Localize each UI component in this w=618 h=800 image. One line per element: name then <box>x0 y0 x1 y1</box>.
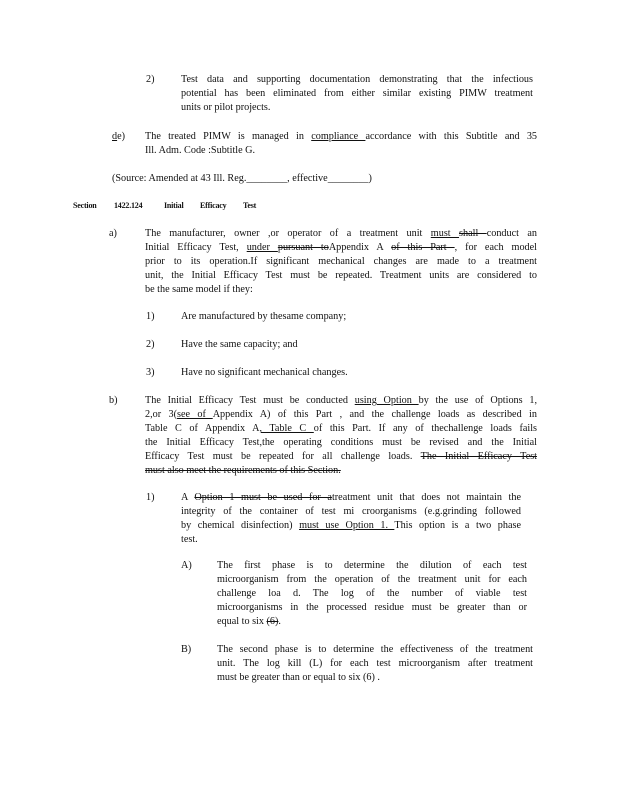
text-line <box>181 491 521 505</box>
list-item: Are manufactured by thesame company; <box>181 311 347 322</box>
text-line <box>145 464 537 478</box>
text-line: microorganism from the operation of the treatment unit for each <box>217 574 527 585</box>
deleted-text: (6) <box>266 616 279 627</box>
item-number: a) <box>109 228 117 239</box>
blank-line: ________ <box>327 173 369 184</box>
text-run: The treated PIMW is managed in <box>145 131 312 142</box>
text-run: treatment unit that does not maintain the <box>331 492 521 503</box>
item-number: b) <box>109 395 118 406</box>
text-line: The second phase is to determine the effectiveness of the treatment <box>217 644 533 655</box>
item-number: 2) <box>146 339 155 350</box>
text-run: Initial Efficacy Test, <box>145 242 247 253</box>
text-run: A <box>181 492 195 503</box>
item-number: A) <box>181 560 192 571</box>
text-run: Appendix A <box>328 242 392 253</box>
section-title-word: Efficacy <box>200 201 227 210</box>
text-line: microorganisms in the processed residue must be greater than or <box>217 602 527 613</box>
text-run: accordance with this Subtitle and 35 <box>365 131 538 142</box>
text-run: The Initial Efficacy Test must be conducted <box>145 395 355 406</box>
text-line <box>145 130 537 144</box>
deleted-text: of this Part <box>391 242 455 253</box>
text-line: potential has been eliminated from either similar existing PIMW treatment <box>181 88 533 99</box>
paragraph-2 <box>181 73 533 115</box>
text-line <box>145 241 537 255</box>
text-line <box>145 422 537 436</box>
text-line: challenge loa d. The log of the number of viable test <box>217 588 527 599</box>
text-line: the Initial Efficacy Test,the operating conditions must be revised and the Initial <box>145 437 537 448</box>
text-line <box>145 227 537 241</box>
text-run: by chemical disinfection) <box>181 520 300 531</box>
text-line: must be greater than or equal to six (6) . <box>217 672 380 683</box>
text-line: integrity of the container of test mi croorganisms (e.g.grinding followed <box>181 506 521 517</box>
source-note <box>112 172 532 186</box>
inserted-text: compliance <box>311 131 366 142</box>
deleted-text: must also meet the requirements of this Section. <box>145 465 341 476</box>
inserted-text: see of <box>177 409 213 420</box>
text-run: of this Part. If any of thechallenge loads fails <box>313 423 538 434</box>
text-run: equal to six <box>217 616 267 627</box>
text-run: ) <box>368 173 372 184</box>
deleted-text: Option 1 must be used for a <box>194 492 332 503</box>
inserted-text: using Option <box>354 395 419 406</box>
text-run: Appendix A) of this Part , and the challenge loads as described in <box>212 409 537 420</box>
inserted-text: must use Option 1. <box>299 520 395 531</box>
paragraph-B <box>217 643 533 685</box>
text-run: , effective <box>287 173 328 184</box>
text-line: Test data and supporting documentation demonstrating that the infectious <box>181 74 533 85</box>
deleted-text: shall <box>459 228 487 239</box>
text-line <box>145 408 537 422</box>
text-run: 2,or 3( <box>145 409 177 420</box>
inserted-text: must <box>430 228 460 239</box>
paragraph-a <box>145 227 537 297</box>
text-line: be the same model if they: <box>145 284 253 295</box>
inserted-text: under <box>246 242 278 253</box>
item-number-suffix: e) <box>117 131 126 142</box>
text-line: unit, the Initial Efficacy Test must be repeated. Treatment units are considered to <box>145 270 537 281</box>
list-item: Have no significant mechanical changes. <box>181 367 348 378</box>
item-number: B) <box>181 644 192 655</box>
text-line: units or pilot projects. <box>181 102 271 113</box>
inserted-letter: d <box>112 131 118 142</box>
section-number: 1422.124 <box>114 201 143 210</box>
text-run: , for each model <box>454 242 537 253</box>
text-line <box>217 615 527 629</box>
text-line <box>181 519 521 533</box>
text-run: The manufacturer, owner ,or operator of a treatment unit <box>145 228 431 239</box>
text-run: by the use of Options 1, <box>418 395 537 406</box>
item-number: 3) <box>146 367 155 378</box>
item-number: 1) <box>146 492 155 503</box>
section-label: Section <box>73 201 97 210</box>
paragraph-b <box>145 394 537 478</box>
item-number: 1) <box>146 311 155 322</box>
paragraph-b1 <box>181 491 521 547</box>
paragraph-de <box>145 130 537 158</box>
text-run: conduct an <box>486 228 537 239</box>
text-line: test. <box>181 534 198 545</box>
deleted-text: pursuant to <box>277 242 329 253</box>
text-run: . <box>278 616 281 627</box>
section-title-word: Initial <box>164 201 184 210</box>
item-number <box>112 130 125 144</box>
text-run: (Source: Amended at 43 Ill. Reg. <box>112 173 247 184</box>
item-number: 2) <box>146 74 155 85</box>
text-line: The first phase is to determine the dilution of each test <box>217 560 527 571</box>
text-run: This option is a two phase <box>394 520 521 531</box>
inserted-text: , Table C <box>259 423 314 434</box>
section-title-word: Test <box>243 201 257 210</box>
blank-line: ________ <box>246 173 288 184</box>
deleted-text: The Initial Efficacy Test <box>420 451 538 462</box>
text-line: Ill. Adm. Code :Subtitle G. <box>145 145 256 156</box>
text-run: Efficacy Test must be repeated for all challenge loads. <box>145 451 421 462</box>
text-line <box>145 394 537 408</box>
list-item: Have the same capacity; and <box>181 339 298 350</box>
text-line <box>145 450 537 464</box>
text-run: Table C of Appendix A <box>145 423 260 434</box>
text-line: prior to its operation.If significant mechanical changes are made to a treatment <box>145 256 537 267</box>
paragraph-A <box>217 559 527 629</box>
text-line: unit. The log kill (L) for each test microorganism after treatment <box>217 658 533 669</box>
